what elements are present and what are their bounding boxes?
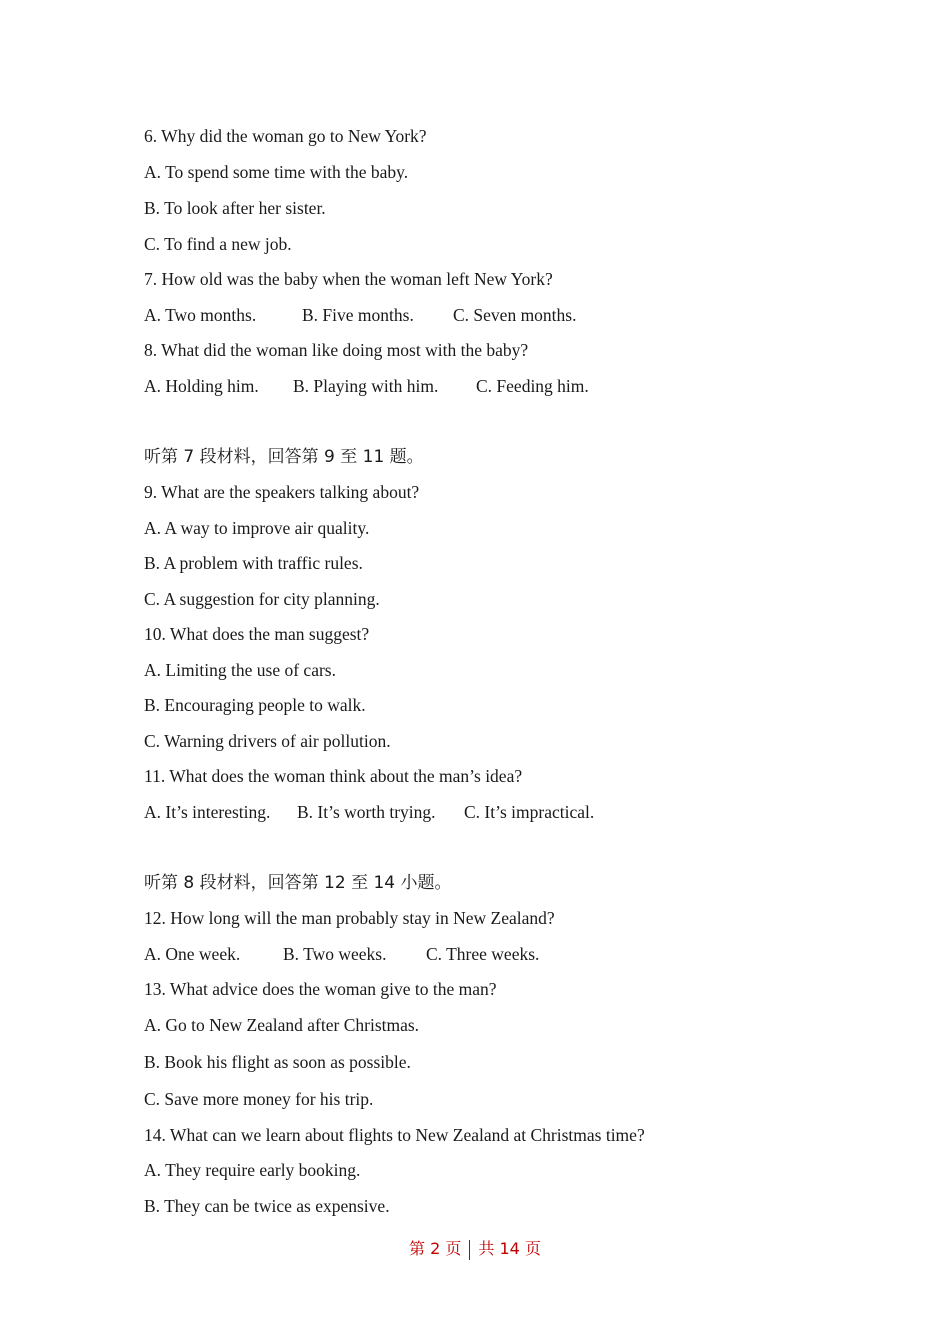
question-10: 10. What does the man suggest? — [144, 624, 370, 644]
q10-option-c: C. Warning drivers of air pollution. — [144, 731, 391, 751]
section-8-heading: 听第 8 段材料，回答第 12 至 14 小题。 — [144, 873, 452, 893]
q13-option-b: B. Book his flight as soon as possible. — [144, 1052, 411, 1072]
q13-option-a: A. Go to New Zealand after Christmas. — [144, 1015, 420, 1035]
page-number: 第 2 页 — [409, 1239, 462, 1258]
q7-options — [144, 304, 576, 326]
q10-option-a: A. Limiting the use of cars. — [144, 660, 336, 680]
q12-option-b: B. Two weeks. — [283, 944, 387, 964]
q10-option-b: B. Encouraging people to walk. — [144, 695, 366, 715]
q6-option-b: B. To look after her sister. — [144, 198, 326, 218]
page-total: 共 14 页 — [478, 1239, 541, 1258]
q12-option-c: C. Three weeks. — [426, 944, 540, 964]
q7-option-a: A. Two months. — [144, 305, 257, 325]
question-12: 12. How long will the man probably stay in New Zealand? — [144, 908, 555, 928]
q7-option-b: B. Five months. — [302, 305, 414, 325]
q6-option-c: C. To find a new job. — [144, 234, 292, 254]
question-14: 14. What can we learn about flights to New Zealand at Christmas time? — [144, 1125, 645, 1145]
q9-option-b: B. A problem with traffic rules. — [144, 553, 363, 573]
q8-option-c: C. Feeding him. — [476, 376, 589, 396]
q11-option-a: A. It’s interesting. — [144, 802, 271, 822]
q9-option-c: C. A suggestion for city planning. — [144, 589, 380, 609]
q9-option-a: A. A way to improve air quality. — [144, 518, 370, 538]
q11-option-b: B. It’s worth trying. — [297, 802, 436, 822]
q7-option-c: C. Seven months. — [453, 305, 577, 325]
q6-option-a: A. To spend some time with the baby. — [144, 162, 409, 182]
q14-option-b: B. They can be twice as expensive. — [144, 1196, 390, 1216]
q12-options — [144, 943, 539, 965]
question-7: 7. How old was the baby when the woman left New York? — [144, 269, 553, 289]
q8-option-a: A. Holding him. — [144, 376, 259, 396]
question-6: 6. Why did the woman go to New York? — [144, 126, 427, 146]
footer-divider — [469, 1240, 470, 1260]
question-13: 13. What advice does the woman give to the man? — [144, 979, 497, 999]
q8-options — [144, 375, 589, 397]
page-footer — [0, 1238, 950, 1260]
q11-options — [144, 801, 594, 823]
q12-option-a: A. One week. — [144, 944, 241, 964]
question-11: 11. What does the woman think about the man’s idea? — [144, 766, 523, 786]
question-9: 9. What are the speakers talking about? — [144, 482, 420, 502]
question-8: 8. What did the woman like doing most with the baby? — [144, 340, 529, 360]
q11-option-c: C. It’s impractical. — [464, 802, 595, 822]
q13-option-c: C. Save more money for his trip. — [144, 1089, 374, 1109]
section-7-heading: 听第 7 段材料，回答第 9 至 11 题。 — [144, 447, 424, 467]
q14-option-a: A. They require early booking. — [144, 1160, 361, 1180]
q8-option-b: B. Playing with him. — [293, 376, 439, 396]
